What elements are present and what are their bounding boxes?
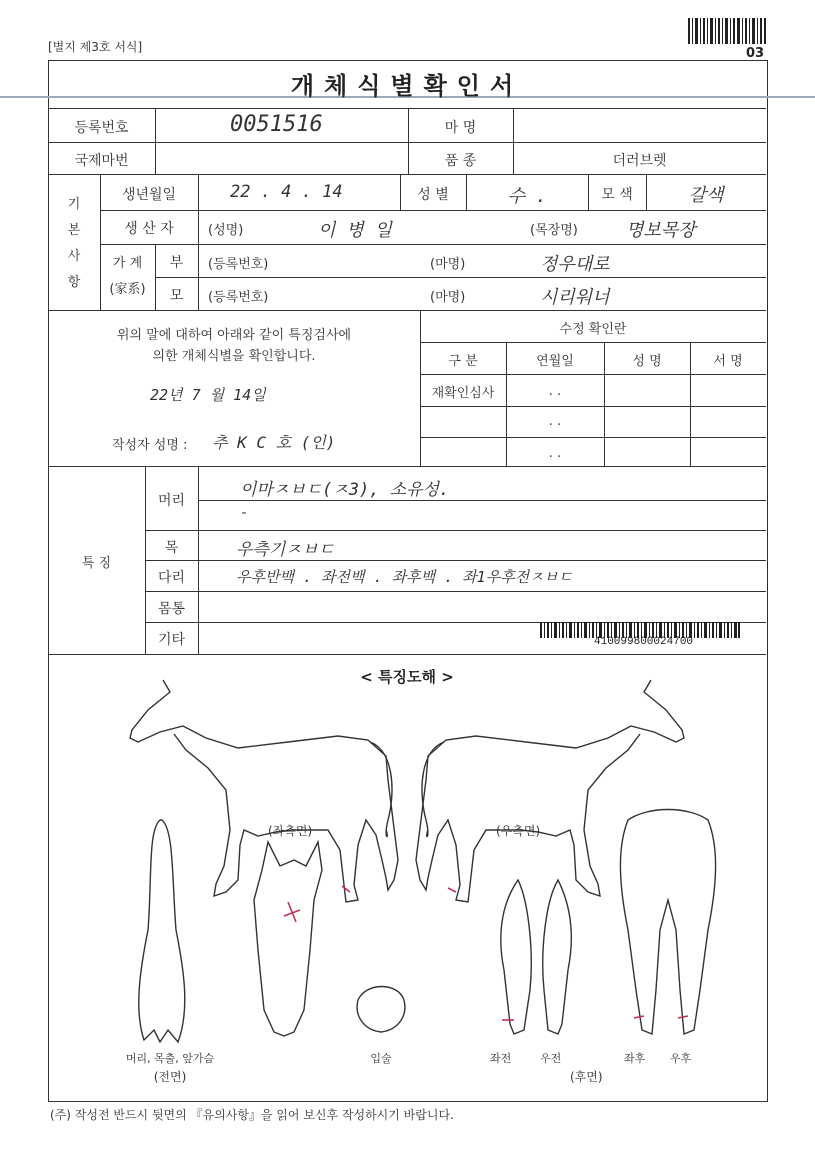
sire-reg-label: (등록번호) [208,257,269,272]
cert-date: 22년 7 월 14일 [150,386,266,404]
revision-header-sign: 서 명 [713,354,743,369]
revision-header-name: 성 명 [632,354,662,369]
neck-value: 우측기ㅈㅂㄷ [236,540,335,560]
revision-row-label: 재확인심사 [431,386,495,401]
footer-note: (주) 작성전 반드시 뒷면의 『유의사항』을 읽어 보신후 작성하시기 바랍니다. [50,1108,454,1122]
head-value-2: - [240,505,249,521]
left-side-horse-outline [130,680,398,902]
page-number: 03 [746,46,765,61]
producer-name-label: (성명) [208,223,244,238]
birth-label: 생년월일 [121,187,177,203]
producer-label: 생 산 자 [124,221,174,237]
revision-header-type: 구 분 [448,354,478,369]
front-label: (전면) [153,1070,187,1084]
other-label: 기타 [157,632,186,648]
color-value: 갈색 [688,185,724,206]
ranch-label: (목장명) [530,223,578,238]
head-label: 머리 [157,493,186,509]
author-label: 작성자 성명 : [112,438,188,453]
front-caption: 머리, 목출, 앞가슴 [125,1052,215,1065]
sire-label: 부 [169,255,184,271]
front-head-outline [254,842,322,1036]
lips-label: 입술 [370,1052,392,1065]
author-value: 추 K C 호 (인) [212,433,336,452]
right-side-horse-outline [416,680,684,902]
color-label: 모 색 [601,187,633,203]
features-section-label: 특 징 [81,556,112,571]
sire-name-value: 정우대로 [540,254,610,275]
breed-value: 더러브렛 [612,153,667,169]
revision-title: 수정 확인란 [559,322,627,337]
horse-diagram [48,670,766,1100]
revision-date-3: . . [548,446,562,461]
front-left-label: 좌전 [490,1052,512,1065]
left-side-label: (좌측면) [268,824,313,838]
pedigree-hanja: (家系) [109,282,146,297]
revision-date-2: . . [548,414,562,429]
dam-reg-label: (등록번호) [208,290,269,305]
neck-label: 목 [164,540,179,556]
revision-header-date: 연월일 [536,354,574,369]
sex-value: 수 . [507,186,547,207]
intl-no-label: 국제마번 [74,153,129,169]
reg-no-value: 0051516 [230,112,323,137]
marking-strokes [284,886,688,1020]
breed-label: 품 종 [444,153,477,169]
lips-outline [357,987,405,1033]
dam-label: 모 [169,288,184,304]
statement-line2: 의한 개체식별을 확인합니다. [152,349,316,364]
sire-name-label: (마명) [430,257,466,272]
front-legs-outline [501,880,571,1034]
dam-name-value: 시리워너 [540,287,610,308]
dam-name-label: (마명) [430,290,466,305]
form-number: [별지 제3호 서식] [48,40,143,54]
hind-right-label: 우후 [670,1052,692,1065]
page-title: 개체식별확인서 [290,72,524,100]
rear-label: (후면) [570,1070,603,1084]
legs-value: 우후반백 . 좌전백 . 좌후백 . 좌1우후전ㅈㅂㄷ [236,568,573,586]
ranch-value: 명보목장 [626,220,696,241]
basic-info-section-label: 기 본 사 항 [67,197,81,290]
right-side-label: (우측면) [496,824,541,838]
barcode-number: 410099800024700 [594,636,694,648]
hind-left-label: 좌후 [624,1052,646,1065]
statement-line1: 위의 말에 대하여 아래와 같이 특징검사에 [116,328,352,343]
horse-name-label: 마 명 [444,120,477,136]
birth-value: 22 . 4 . 14 [230,182,343,202]
diagram-title: < 특징도해 > [360,668,454,686]
reg-no-label: 등록번호 [74,120,129,136]
body-label: 몸통 [157,601,186,617]
front-neck-outline [139,820,185,1042]
rear-view-outline [620,810,715,1035]
top-barcode [688,18,766,44]
pedigree-label: 가 계 [112,256,143,271]
front-right-label: 우전 [540,1052,562,1065]
sex-label: 성 별 [417,187,449,203]
head-value: 이마ㅈㅂㄷ(ㅈ3), 소유성. [240,480,450,500]
legs-label: 다리 [157,570,186,586]
producer-name-value: 이 병 일 [318,220,392,241]
revision-date-1: . . [548,384,562,399]
